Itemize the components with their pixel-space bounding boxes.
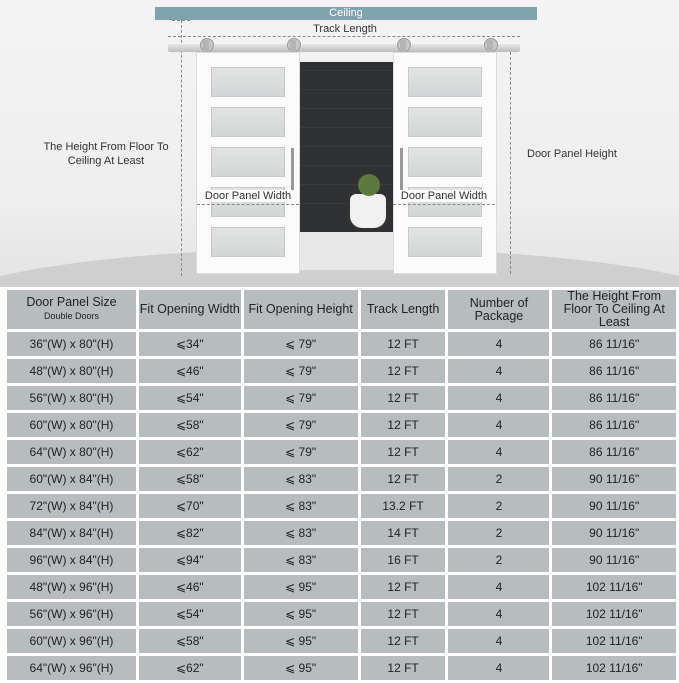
track-length-cell: 12 FT: [361, 413, 446, 437]
fit-opening-height-cell: ⩽ 79": [244, 413, 358, 437]
size-table-container: [0, 287, 679, 679]
floor-to-ceiling-cell: 86 11/16": [552, 386, 676, 410]
fit-opening-height-cell: ⩽ 79": [244, 359, 358, 383]
floor-to-ceiling-dimension-line: [181, 20, 182, 276]
number-of-package-cell: 4: [448, 413, 549, 437]
door-panel-size-cell: 64"(W) x 96"(H): [7, 656, 136, 680]
track-length-label: Track Length: [313, 23, 377, 35]
door-panel-size-cell: 60"(W) x 84"(H): [7, 467, 136, 491]
table-row: [7, 386, 676, 410]
table-row: [7, 467, 676, 491]
table-row: [7, 332, 676, 356]
right-door-panel: [393, 52, 497, 274]
door-panel-height-label: Door Panel Height: [527, 148, 617, 160]
fit-opening-height-cell: ⩽ 83": [244, 494, 358, 518]
floor-to-ceiling-cell: 102 11/16": [552, 602, 676, 626]
floor-to-ceiling-cell: 90 11/16": [552, 548, 676, 572]
door-panel-size-cell: 48"(W) x 80"(H): [7, 359, 136, 383]
number-of-package-cell: 2: [448, 494, 549, 518]
track-length-cell: 12 FT: [361, 467, 446, 491]
fit-opening-height-cell: ⩽ 79": [244, 386, 358, 410]
floor-to-ceiling-cell: 102 11/16": [552, 629, 676, 653]
fit-opening-height-cell: ⩽ 95": [244, 602, 358, 626]
track-length-cell: 12 FT: [361, 602, 446, 626]
left-door-panel-width-label: Door Panel Width: [199, 190, 297, 202]
track-length-cell: 12 FT: [361, 359, 446, 383]
door-handle: [291, 148, 294, 192]
table-header-row: [7, 290, 676, 329]
fit-opening-height-cell: ⩽ 79": [244, 332, 358, 356]
glass-pane: [408, 67, 482, 97]
floor-to-ceiling-cell: 86 11/16": [552, 359, 676, 383]
fit-opening-width-cell: ⩽58": [139, 629, 241, 653]
bathroom-floor: [298, 232, 394, 270]
header-fit-opening-height: Fit Opening Height: [244, 290, 358, 329]
door-panel-size-cell: 48"(W) x 96"(H): [7, 575, 136, 599]
track-length-cell: 13.2 FT: [361, 494, 446, 518]
fit-opening-height-cell: ⩽ 83": [244, 521, 358, 545]
table-row: [7, 413, 676, 437]
fit-opening-width-cell: ⩽58": [139, 413, 241, 437]
fit-opening-width-cell: ⩽54": [139, 386, 241, 410]
floor-to-ceiling-cell: 90 11/16": [552, 494, 676, 518]
table-body: [7, 332, 676, 680]
glass-pane: [211, 147, 285, 177]
number-of-package-cell: 4: [448, 359, 549, 383]
track-length-cell: 12 FT: [361, 386, 446, 410]
track-length-cell: 12 FT: [361, 440, 446, 464]
fit-opening-width-cell: ⩽58": [139, 467, 241, 491]
fit-opening-width-cell: ⩽70": [139, 494, 241, 518]
glass-pane: [211, 67, 285, 97]
number-of-package-cell: 4: [448, 656, 549, 680]
track-length-cell: 16 FT: [361, 548, 446, 572]
door-panel-size-cell: 56"(W) x 80"(H): [7, 386, 136, 410]
track-length-cell: 12 FT: [361, 629, 446, 653]
table-row: [7, 575, 676, 599]
door-panel-size-cell: 36"(W) x 80"(H): [7, 332, 136, 356]
right-width-dimension-line: [393, 204, 495, 205]
floor-to-ceiling-cell: 102 11/16": [552, 656, 676, 680]
track-length-dimension-line: [168, 36, 520, 37]
door-height-dimension-line: [510, 52, 511, 274]
number-of-package-cell: 4: [448, 440, 549, 464]
number-of-package-cell: 4: [448, 602, 549, 626]
header-floor-to-ceiling: The Height From Floor To Ceiling At Least: [552, 290, 676, 329]
header-sublabel: Double Doors: [43, 311, 99, 321]
fit-opening-width-cell: ⩽94": [139, 548, 241, 572]
track-length-cell: 12 FT: [361, 332, 446, 356]
left-width-dimension-line: [197, 204, 299, 205]
glass-pane: [211, 107, 285, 137]
plant-icon: [358, 174, 380, 196]
header-track-length: Track Length: [361, 290, 446, 329]
table-row: [7, 494, 676, 518]
table-row: [7, 521, 676, 545]
bathtub: [350, 194, 386, 228]
glass-pane: [408, 147, 482, 177]
fit-opening-height-cell: ⩽ 95": [244, 575, 358, 599]
door-panel-size-cell: 64"(W) x 80"(H): [7, 440, 136, 464]
table-row: [7, 440, 676, 464]
header-number-of-package: Number of Package: [448, 290, 549, 329]
track-length-cell: 12 FT: [361, 575, 446, 599]
product-illustration: [0, 0, 679, 290]
number-of-package-cell: 2: [448, 467, 549, 491]
number-of-package-cell: 4: [448, 332, 549, 356]
left-door-panel: [196, 52, 300, 274]
number-of-package-cell: 4: [448, 629, 549, 653]
fit-opening-height-cell: ⩽ 83": [244, 467, 358, 491]
number-of-package-cell: 4: [448, 386, 549, 410]
ceiling-label: Ceiling: [155, 7, 537, 20]
floor-to-ceiling-cell: 102 11/16": [552, 575, 676, 599]
table-row: [7, 359, 676, 383]
number-of-package-cell: 2: [448, 521, 549, 545]
track-length-cell: 12 FT: [361, 656, 446, 680]
size-table: [4, 287, 679, 683]
fit-opening-width-cell: ⩽54": [139, 602, 241, 626]
floor-to-ceiling-cell: 86 11/16": [552, 413, 676, 437]
table-row: [7, 602, 676, 626]
fit-opening-width-cell: ⩽62": [139, 656, 241, 680]
table-row: [7, 629, 676, 653]
fit-opening-width-cell: ⩽46": [139, 359, 241, 383]
floor-to-ceiling-cell: 90 11/16": [552, 521, 676, 545]
track-length-cell: 14 FT: [361, 521, 446, 545]
glass-pane: [408, 227, 482, 257]
fit-opening-height-cell: ⩽ 95": [244, 656, 358, 680]
header-door-panel-size: [7, 290, 136, 329]
glass-pane: [408, 107, 482, 137]
dimension-tick: [172, 20, 190, 21]
door-panel-size-cell: 96"(W) x 84"(H): [7, 548, 136, 572]
fit-opening-height-cell: ⩽ 79": [244, 440, 358, 464]
header-fit-opening-width: Fit Opening Width: [139, 290, 241, 329]
floor-to-ceiling-cell: 86 11/16": [552, 332, 676, 356]
fit-opening-height-cell: ⩽ 95": [244, 629, 358, 653]
door-panel-size-cell: 84"(W) x 84"(H): [7, 521, 136, 545]
fit-opening-width-cell: ⩽62": [139, 440, 241, 464]
bathroom-opening: [298, 62, 394, 270]
barn-door-track: [168, 44, 520, 52]
door-panel-size-cell: 56"(W) x 96"(H): [7, 602, 136, 626]
number-of-package-cell: 4: [448, 575, 549, 599]
fit-opening-height-cell: ⩽ 83": [244, 548, 358, 572]
fit-opening-width-cell: ⩽34": [139, 332, 241, 356]
door-panel-size-cell: 72"(W) x 84"(H): [7, 494, 136, 518]
door-handle: [400, 148, 403, 192]
fit-opening-width-cell: ⩽46": [139, 575, 241, 599]
table-row: [7, 656, 676, 680]
door-panel-size-cell: 60"(W) x 96"(H): [7, 629, 136, 653]
number-of-package-cell: 2: [448, 548, 549, 572]
door-panel-size-cell: 60"(W) x 80"(H): [7, 413, 136, 437]
header-label: Door Panel Size: [26, 295, 117, 309]
floor-to-ceiling-label: The Height From Floor To Ceiling At Least: [43, 141, 169, 167]
floor-to-ceiling-cell: 86 11/16": [552, 440, 676, 464]
floor-to-ceiling-cell: 90 11/16": [552, 467, 676, 491]
right-door-panel-width-label: Door Panel Width: [395, 190, 493, 202]
table-row: [7, 548, 676, 572]
glass-pane: [211, 227, 285, 257]
fit-opening-width-cell: ⩽82": [139, 521, 241, 545]
